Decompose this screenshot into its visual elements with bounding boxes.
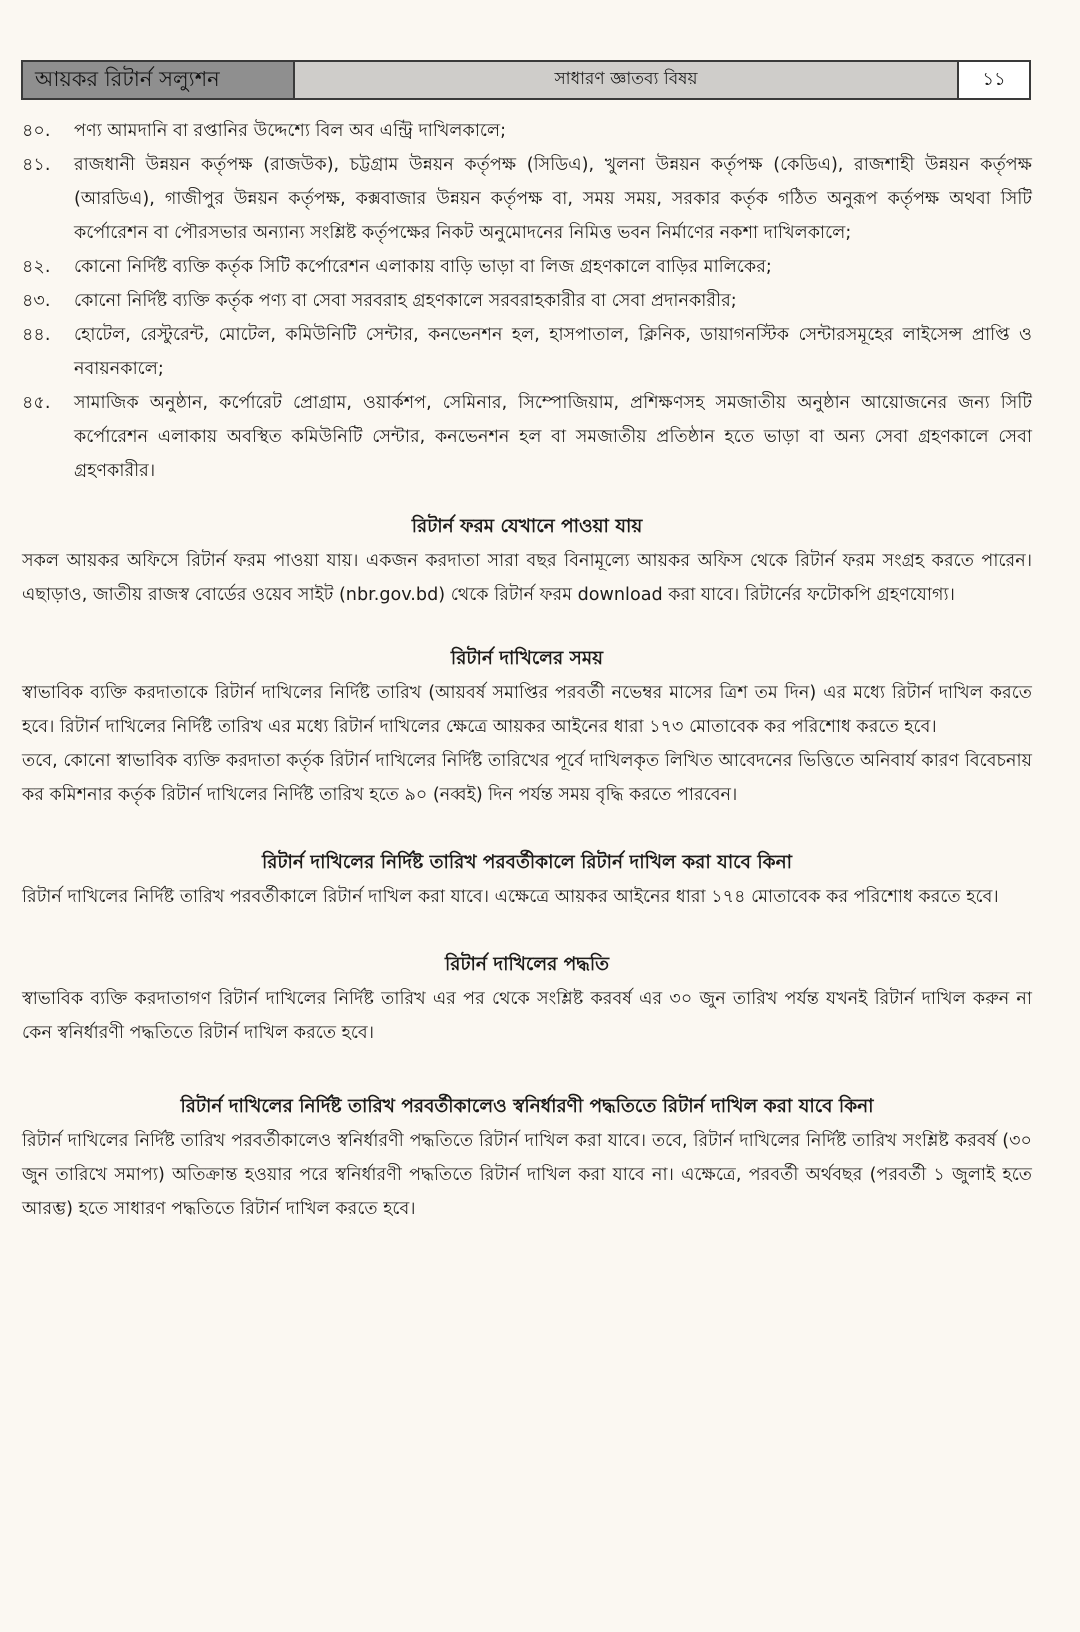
list-item-number: ৪২. xyxy=(22,257,51,277)
section-heading: রিটার্ন দাখিলের পদ্ধতি xyxy=(444,954,610,975)
list-item-number: ৪০. xyxy=(22,121,51,141)
list-item-text: কোনো নির্দিষ্ট ব্যক্তি কর্তৃক পণ্য বা সেবা সরবরাহ গ্রহণকালে সরবরাহকারীর বা সেবা প্রদানকারীর; xyxy=(74,291,737,311)
page-content xyxy=(22,114,1032,1226)
list-item-number: ৪৪. xyxy=(22,325,51,345)
list-item xyxy=(22,386,1032,488)
section-where-to-get-form xyxy=(22,510,1032,612)
section-late-filing xyxy=(22,846,1032,914)
list-item-text: কোনো নির্দিষ্ট ব্যক্তি কর্তৃক সিটি কর্পোরেশন এলাকায় বাড়ি ভাড়া বা লিজ গ্রহণকালে বাড়ির মালিকের; xyxy=(74,257,772,277)
section-paragraph: রিটার্ন দাখিলের নির্দিষ্ট তারিখ পরবর্তীকালেও স্বনির্ধারণী পদ্ধতিতে রিটার্ন দাখিল করা যাবে। তবে, রিটার্ন দাখিলের নির্দিষ্ট তারিখ সংশ্লিষ্ট করবর্ষ (৩০ জুন তারিখে সমাপ্য) অতিক্রান্ত হওয়ার পরে স্বনির্ধারণী পদ্ধতিতে রিটার্ন দাখিল করা যাবে না। এক্ষেত্রে, পরবর্তী অর্থবছর (পরবর্তী ১ জুলাই হতে আরম্ভ) হতে সাধারণ পদ্ধতিতে রিটার্ন দাখিল করতে হবে। xyxy=(22,1131,1032,1219)
section-heading: রিটার্ন দাখিলের সময় xyxy=(450,648,604,669)
list-item-text: সামাজিক অনুষ্ঠান, কর্পোরেট প্রোগ্রাম, ওয়ার্কশপ, সেমিনার, সিম্পোজিয়াম, প্রশিক্ষণসহ সমজাতীয় অনুষ্ঠান আয়োজনের জন্য সিটি কর্পোরেশন এলাকায় অবস্থিত কমিউনিটি সেন্টার, কনভেনশন হল বা সমজাতীয় প্রতিষ্ঠান হতে ভাড়া বা অন্য সেবা গ্রহণকালে সেবা গ্রহণকারীর। xyxy=(74,393,1032,481)
list-item xyxy=(22,318,1032,386)
list-item xyxy=(22,250,1032,284)
section-filing-method xyxy=(22,948,1032,1050)
list-item-number: ৪৫. xyxy=(22,393,51,413)
list-item xyxy=(22,284,1032,318)
section-paragraph: রিটার্ন দাখিলের নির্দিষ্ট তারিখ পরবর্তীকালে রিটার্ন দাখিল করা যাবে। এক্ষেত্রে আয়কর আইনের ধারা ১৭৪ মোতাবেক কর পরিশোধ করতে হবে। xyxy=(22,887,999,907)
section-filing-time xyxy=(22,642,1032,812)
section-heading: রিটার্ন ফরম যেখানে পাওয়া যায় xyxy=(411,516,643,537)
page-number: ১১ xyxy=(959,62,1029,98)
list-item xyxy=(22,114,1032,148)
section-paragraph: সকল আয়কর অফিসে রিটার্ন ফরম পাওয়া যায়। একজন করদাতা সারা বছর বিনামূল্যে আয়কর অফিস থেকে রিটার্ন ফরম সংগ্রহ করতে পারেন। এছাড়াও, জাতীয় রাজস্ব বোর্ডের ওয়েব সাইট (nbr.gov.bd) থেকে রিটার্ন ফরম download করা যাবে। রিটার্নের ফটোকপি গ্রহণযোগ্য। xyxy=(22,551,1032,605)
section-paragraph: তবে, কোনো স্বাভাবিক ব্যক্তি করদাতা কর্তৃক রিটার্ন দাখিলের নির্দিষ্ট তারিখের পূর্বে দাখিলকৃত লিখিত আবেদনের ভিত্তিতে অনিবার্য কারণ বিবেচনায় কর কমিশনার কর্তৃক রিটার্ন দাখিলের নির্দিষ্ট তারিখ হতে ৯০ (নব্বই) দিন পর্যন্ত সময় বৃদ্ধি করতে পারবেন। xyxy=(22,751,1032,805)
list-item-number: ৪৩. xyxy=(22,291,51,311)
list-item-text: হোটেল, রেস্টুরেন্ট, মোটেল, কমিউনিটি সেন্টার, কনভেনশন হল, হাসপাতাল, ক্লিনিক, ডায়াগনস্টিক সেন্টারসমূহের লাইসেন্স প্রাপ্তি ও নবায়নকালে; xyxy=(74,325,1032,379)
section-paragraph: স্বাভাবিক ব্যক্তি করদাতাকে রিটার্ন দাখিলের নির্দিষ্ট তারিখ (আয়বর্ষ সমাপ্তির পরবর্তী নভেম্বর মাসের ত্রিশ তম দিন) এর মধ্যে রিটার্ন দাখিল করতে হবে। রিটার্ন দাখিলের নির্দিষ্ট তারিখ এর মধ্যে রিটার্ন দাখিলের ক্ষেত্রে আয়কর আইনের ধারা ১৭৩ মোতাবেক কর পরিশোধ করতে হবে। xyxy=(22,683,1032,737)
section-late-self-assessment xyxy=(22,1090,1032,1226)
list-item xyxy=(22,148,1032,250)
list-item-text: পণ্য আমদানি বা রপ্তানির উদ্দেশ্যে বিল অব এন্ট্রি দাখিলকালে; xyxy=(74,121,507,141)
running-header xyxy=(21,60,1031,100)
list-item-number: ৪১. xyxy=(22,155,51,175)
section-heading: রিটার্ন দাখিলের নির্দিষ্ট তারিখ পরবর্তীকালে রিটার্ন দাখিল করা যাবে কিনা xyxy=(261,852,792,873)
section-paragraph: স্বাভাবিক ব্যক্তি করদাতাগণ রিটার্ন দাখিলের নির্দিষ্ট তারিখ এর পর থেকে সংশ্লিষ্ট করবর্ষ এর ৩০ জুন তারিখ পর্যন্ত যখনই রিটার্ন দাখিল করুন না কেন স্বনির্ধারণী পদ্ধতিতে রিটার্ন দাখিল করতে হবে। xyxy=(22,989,1032,1043)
numbered-list xyxy=(22,114,1032,488)
list-item-text: রাজধানী উন্নয়ন কর্তৃপক্ষ (রাজউক), চট্টগ্রাম উন্নয়ন কর্তৃপক্ষ (সিডিএ), খুলনা উন্নয়ন কর্তৃপক্ষ (কেডিএ), রাজশাহী উন্নয়ন কর্তৃপক্ষ (আরডিএ), গাজীপুর উন্নয়ন কর্তৃপক্ষ, কক্সবাজার উন্নয়ন কর্তৃপক্ষ বা, সময় সময়, সরকার কর্তৃক গঠিত অনুরূপ কর্তৃপক্ষ অথবা সিটি কর্পোরেশন বা পৌরসভার অন্যান্য সংশ্লিষ্ট কর্তৃপক্ষের নিকট অনুমোদনের নিমিত্ত ভবন নির্মাণের নকশা দাখিলকালে; xyxy=(74,155,1032,243)
book-title: আয়কর রিটার্ন সল্যুশন xyxy=(23,62,295,98)
chapter-title: সাধারণ জ্ঞাতব্য বিষয় xyxy=(295,62,959,98)
section-heading: রিটার্ন দাখিলের নির্দিষ্ট তারিখ পরবর্তীকালেও স্বনির্ধারণী পদ্ধতিতে রিটার্ন দাখিল করা যাবে কিনা xyxy=(180,1096,874,1117)
